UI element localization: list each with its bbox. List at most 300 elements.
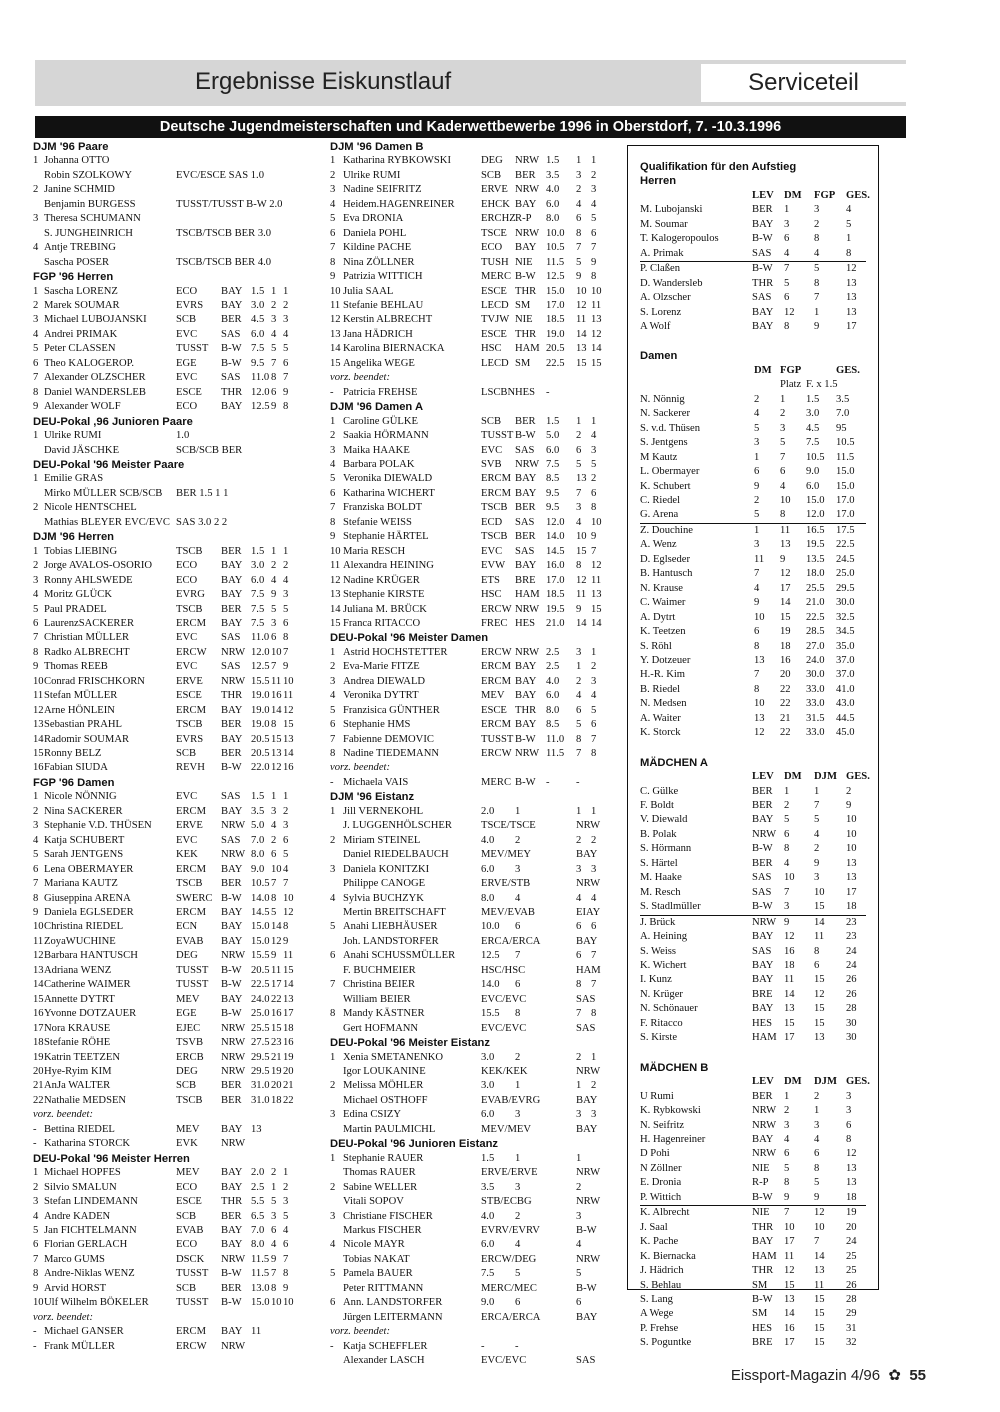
result-cell: BER xyxy=(221,314,242,326)
result-cell: 18.5 xyxy=(546,314,565,326)
table-cell: DJM xyxy=(814,771,837,783)
table-cell: 12 xyxy=(754,727,765,739)
result-cell: B-W xyxy=(221,964,242,976)
result-cell: EVC xyxy=(176,328,198,340)
table-cell: N. Schönauer xyxy=(640,1003,698,1015)
table-cell: 24.5 xyxy=(836,553,855,565)
table-cell: A. Heining xyxy=(640,931,688,943)
result-cell: HAM xyxy=(515,589,540,601)
table-cell: 7 xyxy=(754,669,760,681)
table-cell: BER xyxy=(752,1090,773,1102)
result-cell: 20 xyxy=(283,1066,294,1077)
table-cell: DM xyxy=(784,1076,802,1088)
result-cell: 11 xyxy=(330,299,341,311)
result-cell: Maika HAAKE xyxy=(343,444,410,456)
result-cell xyxy=(546,805,576,819)
table-cell: NRW xyxy=(752,1105,777,1117)
result-cell: EHCK xyxy=(481,198,510,210)
result-cell: 10 xyxy=(33,1297,44,1309)
result-cell: EVC/EVC xyxy=(481,1355,527,1367)
result-cell: Kerstin ALBRECHT xyxy=(343,314,433,326)
result-cell: 16 xyxy=(283,762,294,774)
result-cell: Marek SOUMAR xyxy=(44,299,120,311)
result-cell: 12 xyxy=(576,574,587,586)
result-cell: 7 xyxy=(330,502,336,514)
result-cell: EVRS xyxy=(176,299,204,311)
result-cell: 7 xyxy=(283,1253,289,1265)
result-row xyxy=(33,1166,325,1180)
table-cell xyxy=(806,364,836,378)
result-row xyxy=(33,1282,325,1296)
result-cell: Sascha LORENZ xyxy=(44,285,118,297)
result-cell: ERCM xyxy=(176,805,207,817)
result-cell: 19.0 xyxy=(251,704,270,716)
result-cell: 4 xyxy=(33,834,39,846)
result-cell: TSVB xyxy=(176,1037,204,1049)
result-cell: Arne HÖNLEIN xyxy=(44,704,115,716)
result-cell: 12.5 xyxy=(481,950,500,962)
table-cell: SAS xyxy=(752,945,772,957)
table-cell: B-W xyxy=(752,843,773,855)
result-cell: BAY xyxy=(221,574,243,586)
result-cell xyxy=(515,906,546,920)
result-cell: TSCE/TSCE xyxy=(481,820,536,832)
result-cell: 6 xyxy=(591,719,597,731)
table-cell: 29 xyxy=(846,1308,857,1320)
result-cell: 21.0 xyxy=(546,617,565,629)
result-cell: 7 xyxy=(576,242,582,254)
result-row xyxy=(33,675,325,689)
table-cell: 30 xyxy=(846,1032,857,1044)
result-cell: 8.0 xyxy=(251,849,265,861)
result-cell: 13 xyxy=(330,328,341,340)
result-cell: 9 xyxy=(283,661,289,673)
table-cell: 1 xyxy=(784,785,790,797)
result-cell: Kildine PACHE xyxy=(343,242,412,254)
table-row xyxy=(640,900,866,915)
result-cell: BAY xyxy=(221,1326,243,1338)
result-cell: TUSST/TUSST B-W 2.0 xyxy=(176,198,283,210)
table-cell: B-W xyxy=(752,1293,773,1305)
result-cell: BAY xyxy=(221,589,243,601)
table-row xyxy=(640,916,866,930)
result-cell: 1 xyxy=(591,1051,597,1063)
result-cell: 4 xyxy=(576,1239,582,1251)
table-cell: 33.0 xyxy=(806,698,825,710)
table-cell: THR xyxy=(752,1265,774,1277)
result-cell xyxy=(546,1123,576,1137)
table-cell: 2 xyxy=(754,494,760,506)
table-cell: 27.0 xyxy=(806,640,825,652)
result-row xyxy=(330,603,619,617)
result-cell: 5.5 xyxy=(251,1196,265,1208)
result-cell: BAY xyxy=(221,907,243,919)
table-cell: S. Hörmann xyxy=(640,843,692,855)
result-cell: 1 xyxy=(33,285,39,297)
result-cell: Franzisica GÜNTHER xyxy=(343,704,440,716)
result-cell: 6 xyxy=(283,1239,289,1251)
result-cell: BER xyxy=(221,748,242,760)
result-cell: ERVE/STB xyxy=(481,878,531,890)
result-cell: BAY xyxy=(515,675,537,687)
result-cell xyxy=(546,964,576,978)
table-row xyxy=(640,1017,866,1031)
result-cell: 8 xyxy=(591,502,597,514)
table-cell: 26 xyxy=(846,1279,857,1291)
damen-table xyxy=(640,364,866,741)
result-cell: EVC/ESCE SAS 1.0 xyxy=(176,169,265,181)
table-row xyxy=(640,247,866,262)
result-cell: 7 xyxy=(271,878,277,890)
result-cell: 10 xyxy=(591,516,602,528)
result-row xyxy=(330,689,619,703)
result-cell xyxy=(330,848,343,862)
result-cell: AnJa WALTER xyxy=(44,1080,111,1092)
table-cell: 31 xyxy=(846,1322,857,1334)
result-cell: 4 xyxy=(271,1239,277,1251)
table-cell: 14 xyxy=(784,1308,795,1320)
result-cell xyxy=(515,1166,546,1180)
result-cell xyxy=(591,1354,603,1368)
result-cell: Andre KADEN xyxy=(44,1210,111,1222)
table-cell: 9 xyxy=(780,553,786,565)
result-row xyxy=(330,993,619,1007)
result-cell: Daniela POHL xyxy=(343,227,407,239)
result-cell: NRW xyxy=(221,849,246,861)
result-cell: Frank MÜLLER xyxy=(44,1340,115,1352)
pair-row xyxy=(33,472,325,486)
result-cell: 15 xyxy=(591,603,602,615)
result-cell: 5 xyxy=(330,921,336,933)
result-cell xyxy=(546,1181,576,1195)
result-cell: 6 xyxy=(33,617,39,629)
result-cell: ERCM xyxy=(176,1326,207,1338)
result-row xyxy=(330,270,619,284)
table-cell: D. Wandersleb xyxy=(640,277,703,289)
result-row xyxy=(330,1094,619,1108)
result-cell: 2 xyxy=(330,169,336,181)
result-cell: B-W xyxy=(221,343,242,355)
result-cell: 6 xyxy=(576,213,582,225)
result-cell: 12.5 xyxy=(251,661,270,673)
table-row xyxy=(640,857,866,871)
table-cell: 25.5 xyxy=(806,582,825,594)
table-cell: BER xyxy=(752,204,773,216)
result-cell xyxy=(515,935,546,949)
result-cell: 1 xyxy=(330,415,336,427)
result-cell: 8 xyxy=(33,386,39,398)
result-cell: 15 xyxy=(330,357,341,369)
result-row xyxy=(33,1007,325,1021)
result-cell: BER xyxy=(221,878,242,890)
result-cell: 11 xyxy=(283,690,294,702)
result-cell: ERCW/DEG xyxy=(481,1253,537,1265)
result-cell: 6 xyxy=(576,950,582,962)
result-cell: 29.5 xyxy=(251,1066,270,1077)
result-cell: 6 xyxy=(330,950,336,962)
table-cell: SAS xyxy=(752,292,772,304)
result-cell: SAS xyxy=(576,1022,596,1034)
result-cell: 9.5 xyxy=(251,357,265,369)
result-cell: NRW xyxy=(221,820,246,832)
result-cell: Franziska BOLDT xyxy=(343,502,423,514)
result-cell: Daniela EGLSEDER xyxy=(44,907,134,919)
result-row xyxy=(330,1152,619,1166)
result-cell: 6 xyxy=(591,227,597,239)
result-cell xyxy=(251,1340,271,1354)
result-cell: NRW xyxy=(221,646,246,658)
result-cell: 14 xyxy=(33,733,44,745)
result-cell xyxy=(330,993,343,1007)
result-row xyxy=(33,920,325,934)
table-cell: 1 xyxy=(784,204,790,216)
result-cell xyxy=(330,964,343,978)
pair-row xyxy=(33,241,325,255)
result-cell: Alexandra HEINING xyxy=(343,560,434,572)
table-cell: 1 xyxy=(846,233,852,245)
result-cell: 7 xyxy=(591,979,597,991)
result-cell: 14 xyxy=(591,617,602,629)
result-cell xyxy=(591,776,603,790)
result-cell: 4 xyxy=(283,863,289,875)
result-cell: ERCM xyxy=(481,487,512,499)
result-cell xyxy=(576,386,591,400)
result-cell: 2 xyxy=(330,661,336,673)
result-cell: Mandy KÄSTNER xyxy=(343,1008,425,1020)
result-cell: 8 xyxy=(591,1008,597,1020)
result-cell: 1 xyxy=(591,155,597,167)
result-cell: 9 xyxy=(283,1282,289,1294)
result-cell: 3 xyxy=(330,1210,336,1222)
table-row xyxy=(640,930,866,944)
result-cell: 7 xyxy=(33,372,39,384)
result-cell: Stefanie BEHLAU xyxy=(343,299,424,311)
result-cell xyxy=(33,227,44,241)
result-cell: ERVE xyxy=(176,820,203,832)
result-cell: EVC xyxy=(176,632,198,644)
result-cell: 6.0 xyxy=(481,1109,495,1121)
result-cell: ESCE xyxy=(176,690,202,702)
table-cell: 10 xyxy=(846,814,857,826)
table-subheader xyxy=(640,378,866,392)
table-cell: 21 xyxy=(780,712,791,724)
result-cell: 10.0 xyxy=(546,227,565,239)
table-cell: 95 xyxy=(836,422,847,434)
result-cell: NRW xyxy=(576,1253,601,1265)
results-column-2 xyxy=(330,140,619,1369)
result-cell: 3 xyxy=(283,820,289,832)
table-cell: 4 xyxy=(784,1134,790,1145)
result-cell: SAS xyxy=(221,834,241,846)
result-cell: 2 xyxy=(283,560,289,572)
result-cell: 13 xyxy=(271,748,282,760)
table-cell: 13 xyxy=(846,1162,857,1174)
result-cell: B-W xyxy=(221,1268,242,1280)
result-cell: 6 xyxy=(330,227,336,239)
result-cell xyxy=(546,1340,576,1354)
result-cell: 3 xyxy=(271,805,277,817)
result-cell: 4 xyxy=(271,574,277,586)
result-row xyxy=(33,1267,325,1281)
table-cell: 16 xyxy=(780,654,791,666)
result-cell: Katharina RYBKOWSKI xyxy=(343,155,451,167)
result-cell: 1 xyxy=(271,545,277,557)
result-row xyxy=(330,241,619,255)
table-cell: 22 xyxy=(780,727,791,739)
result-cell xyxy=(33,256,44,270)
result-cell: EVC xyxy=(176,372,198,384)
table-cell: B. Riedel xyxy=(640,683,681,695)
table-cell: 32 xyxy=(846,1337,857,1349)
result-cell: EVC xyxy=(481,444,503,456)
result-cell: EVC/EVC xyxy=(481,993,527,1005)
result-cell xyxy=(546,1152,576,1166)
result-cell xyxy=(591,1123,603,1137)
table-header xyxy=(640,364,866,378)
table-cell: 17.0 xyxy=(836,494,855,506)
result-cell: B-W xyxy=(576,1224,597,1236)
result-cell: 10 xyxy=(33,921,44,933)
maedchen-a-title: MÄDCHEN A xyxy=(640,756,708,769)
table-cell: 10 xyxy=(814,1221,825,1233)
table-cell: 3 xyxy=(784,901,790,913)
result-cell: Caroline GÜLKE xyxy=(343,415,419,427)
table-cell: 8 xyxy=(814,233,820,245)
table-cell: 9 xyxy=(814,1191,820,1203)
result-cell: 13 xyxy=(591,589,602,601)
result-row xyxy=(330,227,619,241)
table-cell: 35.0 xyxy=(836,640,855,652)
table-row xyxy=(640,683,866,697)
result-cell: 9 xyxy=(330,531,336,543)
result-cell: NRW xyxy=(576,1167,601,1179)
result-cell xyxy=(330,1094,343,1108)
result-row xyxy=(33,1224,325,1238)
result-cell: ECO xyxy=(176,285,198,297)
table-row xyxy=(640,393,866,407)
pair-row xyxy=(33,154,325,168)
result-cell: 11.5 xyxy=(546,748,565,760)
result-cell: 13 xyxy=(33,719,44,731)
table-row xyxy=(640,1002,866,1016)
result-cell: 6.0 xyxy=(546,198,560,210)
result-cell xyxy=(176,183,325,197)
section-heading: DJM '96 Paare xyxy=(33,141,109,153)
result-row xyxy=(33,617,325,631)
result-cell: Nadine SEIFRITZ xyxy=(343,184,422,196)
result-cell: BER xyxy=(221,1210,242,1222)
result-cell xyxy=(515,1282,546,1296)
result-cell: Barbara POLAK xyxy=(343,458,415,470)
result-row xyxy=(330,848,619,862)
result-cell: Sylvia BUCHZYK xyxy=(343,892,424,904)
table-cell: 2 xyxy=(754,393,760,405)
result-cell: TSCB xyxy=(176,545,203,557)
table-cell: S. Härtel xyxy=(640,857,678,869)
result-cell: EJEC xyxy=(176,1022,201,1034)
result-cell: EVRG xyxy=(176,589,205,601)
result-cell: 9 xyxy=(271,401,277,413)
result-row xyxy=(33,1325,325,1339)
result-cell: 11.0 xyxy=(251,632,270,644)
table-cell: 15 xyxy=(780,611,791,623)
result-cell: 1 xyxy=(33,1167,39,1179)
result-cell: NRW xyxy=(576,1196,601,1208)
result-cell: 16 xyxy=(33,1008,44,1020)
table-cell: 2 xyxy=(784,1105,790,1117)
table-cell: 2 xyxy=(846,785,852,797)
result-cell: 2 xyxy=(33,184,39,196)
result-cell: BAY xyxy=(515,198,537,210)
table-row xyxy=(640,596,866,610)
table-cell: 14 xyxy=(814,1250,825,1262)
table-row xyxy=(640,508,866,523)
result-cell: William BEIER xyxy=(343,993,411,1005)
result-cell xyxy=(591,819,603,833)
result-row xyxy=(330,964,619,978)
table-row xyxy=(640,1293,866,1307)
table-cell: L. Obermayer xyxy=(640,466,700,478)
result-cell: 1 xyxy=(271,285,277,297)
table-cell: 19.5 xyxy=(806,539,825,551)
table-cell: 10 xyxy=(846,843,857,855)
table-cell: 4 xyxy=(814,1134,820,1145)
result-cell: 19.5 xyxy=(546,603,565,615)
result-row xyxy=(330,357,619,371)
result-cell: Hye-Ryim KIM xyxy=(44,1066,112,1077)
result-cell: MERC xyxy=(481,271,512,283)
result-cell: Vitali SOPOV xyxy=(343,1196,404,1208)
result-cell xyxy=(33,169,44,183)
result-cell: 8 xyxy=(33,1268,39,1280)
result-cell xyxy=(176,501,325,515)
result-cell: NRW xyxy=(221,675,246,687)
table-cell: A Wolf xyxy=(640,320,671,332)
result-cell: Igor LOUKANINE xyxy=(343,1066,426,1077)
table-cell: 20 xyxy=(846,1221,857,1233)
result-row xyxy=(330,415,619,429)
table-cell: 3 xyxy=(784,218,790,230)
result-cell: EVC xyxy=(481,545,503,557)
result-cell: 3 xyxy=(33,314,39,326)
result-row xyxy=(330,805,619,819)
table-cell: 7 xyxy=(784,1207,790,1219)
result-cell xyxy=(591,1166,603,1180)
result-cell: 9 xyxy=(271,1253,277,1265)
result-cell xyxy=(283,1340,297,1354)
result-cell: Bettina RIEDEL xyxy=(44,1123,115,1135)
result-cell: 12 xyxy=(591,328,602,340)
result-cell: BAY xyxy=(221,1239,243,1251)
result-cell: BER xyxy=(221,719,242,731)
table-cell: HAM xyxy=(752,1032,777,1044)
result-cell: - xyxy=(33,1326,37,1338)
result-cell: Nora KRAUSE xyxy=(44,1022,111,1034)
table-cell: 12 xyxy=(784,1265,795,1277)
result-cell: - xyxy=(481,1340,485,1352)
result-cell xyxy=(546,834,576,848)
result-cell: Veronika DYTRT xyxy=(343,690,419,702)
table-cell: J. Saal xyxy=(640,1221,668,1233)
result-cell: MEV/MEY xyxy=(481,849,532,861)
result-cell: SAS xyxy=(221,328,241,340)
result-cell: ERCM xyxy=(176,863,207,875)
table-cell: 6 xyxy=(780,466,786,478)
table-row xyxy=(640,945,866,959)
table-cell: 7.5 xyxy=(806,437,820,449)
table-cell: 16 xyxy=(784,945,795,957)
result-cell: Christina BEIER xyxy=(343,979,416,991)
